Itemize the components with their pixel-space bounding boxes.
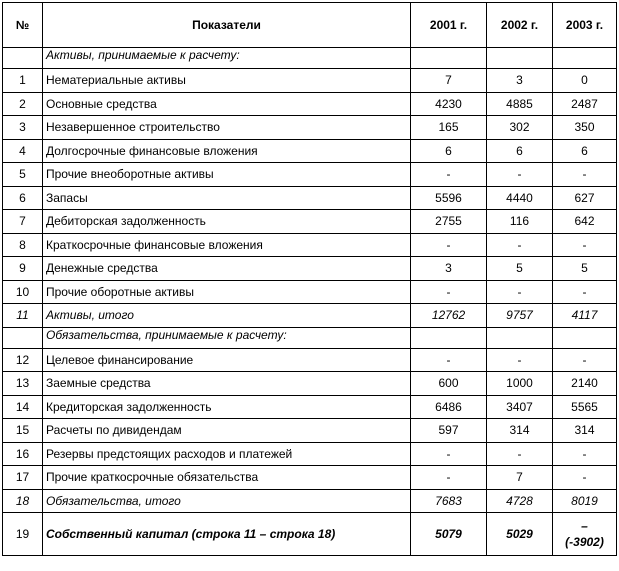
row-num: 5 [3,163,43,187]
row-num: 15 [3,419,43,443]
value-2003: - [553,348,617,372]
value-2001: 165 [411,116,487,140]
value-2003: 8019 [553,489,617,513]
table-row [3,280,617,304]
value-2001: 12762 [411,304,487,328]
header-2001: 2001 г. [411,3,487,48]
subtotal-row-liabilities [3,489,617,513]
value-2003: 0 [553,69,617,93]
value-2003: 642 [553,210,617,234]
table-row [3,419,617,443]
value-2002: 7 [487,466,553,490]
value-2002: - [487,442,553,466]
value-2003: - [553,442,617,466]
table-row [3,348,617,372]
value-2002: 9757 [487,304,553,328]
value-2001: 6 [411,139,487,163]
header-2002: 2002 г. [487,3,553,48]
value-2002: 1000 [487,372,553,396]
row-name: Кредиторская задолженность [43,395,411,419]
row-num: 12 [3,348,43,372]
row-num: 7 [3,210,43,234]
row-name: Прочие внеоборотные активы [43,163,411,187]
row-name: Резервы предстоящих расходов и платежей [43,442,411,466]
value-2003: 6 [553,139,617,163]
table-row [3,257,617,281]
table-row [3,92,617,116]
row-name: Дебиторская задолженность [43,210,411,234]
value-2002: 4440 [487,186,553,210]
row-name: Незавершенное строительство [43,116,411,140]
row-name: Активы, итого [43,304,411,328]
value-2003: 5565 [553,395,617,419]
row-num: 13 [3,372,43,396]
value-2003: 5 [553,257,617,281]
value-2002: 4728 [487,489,553,513]
value-2003: - [553,233,617,257]
header-num: № [3,3,43,48]
row-name: Целевое финансирование [43,348,411,372]
value-2002: - [487,348,553,372]
row-name: Обязательства, итого [43,489,411,513]
value-2003-dash: – [581,519,588,533]
value-2002: - [487,163,553,187]
row-num: 3 [3,116,43,140]
value-2001: 4230 [411,92,487,116]
table-row [3,395,617,419]
value-2001: 2755 [411,210,487,234]
value-2001: - [411,348,487,372]
row-num: 10 [3,280,43,304]
table-row [3,163,617,187]
value-2002: - [487,233,553,257]
row-num: 1 [3,69,43,93]
value-2001: 7 [411,69,487,93]
table-row [3,466,617,490]
row-name: Прочие оборотные активы [43,280,411,304]
row-name: Краткосрочные финансовые вложения [43,233,411,257]
value-2002: 4885 [487,92,553,116]
row-num: 18 [3,489,43,513]
row-num: 6 [3,186,43,210]
value-2002: 314 [487,419,553,443]
value-2003: 350 [553,116,617,140]
value-2001: - [411,163,487,187]
row-num: 9 [3,257,43,281]
row-name: Основные средства [43,92,411,116]
header-2003: 2003 г. [553,3,617,48]
value-2003: 314 [553,419,617,443]
value-2003 [553,513,617,556]
row-num: 17 [3,466,43,490]
value-2001: - [411,466,487,490]
section-row-liabilities [3,327,617,348]
value-2002: - [487,280,553,304]
table-row [3,139,617,163]
value-2003: - [553,466,617,490]
value-2003: 627 [553,186,617,210]
row-num: 8 [3,233,43,257]
header-row [3,3,617,48]
value-2003-amount: (-3902) [565,535,604,549]
value-2001: 600 [411,372,487,396]
value-2002: 6 [487,139,553,163]
value-2001: - [411,442,487,466]
value-2001: 5596 [411,186,487,210]
value-2001: 7683 [411,489,487,513]
table-row [3,442,617,466]
value-2003: 4117 [553,304,617,328]
value-2003: - [553,280,617,304]
section-title-liabilities: Обязательства, принимаемые к расчету: [43,327,411,348]
value-2001: - [411,233,487,257]
value-2001: 597 [411,419,487,443]
value-2002: 3 [487,69,553,93]
value-2003: - [553,163,617,187]
row-name: Собственный капитал (строка 11 – строка 18) [43,513,411,556]
table-row [3,186,617,210]
row-name: Денежные средства [43,257,411,281]
table-row [3,210,617,234]
header-indicator: Показатели [43,3,411,48]
row-name: Нематериальные активы [43,69,411,93]
row-num: 11 [3,304,43,328]
value-2002: 5029 [487,513,553,556]
row-num: 16 [3,442,43,466]
value-2002: 3407 [487,395,553,419]
value-2002: 116 [487,210,553,234]
subtotal-row-assets [3,304,617,328]
row-num: 14 [3,395,43,419]
section-title-assets: Активы, принимаемые к расчету: [43,48,411,69]
value-2001: 5079 [411,513,487,556]
table-row [3,233,617,257]
row-name: Долгосрочные финансовые вложения [43,139,411,163]
row-name: Прочие краткосрочные обязательства [43,466,411,490]
value-2001: 3 [411,257,487,281]
table-row [3,116,617,140]
row-name: Расчеты по дивидендам [43,419,411,443]
row-num: 19 [3,513,43,556]
value-2002: 302 [487,116,553,140]
financial-indicators-table [2,2,617,556]
value-2002: 5 [487,257,553,281]
value-2003: 2487 [553,92,617,116]
table-row [3,372,617,396]
value-2003: 2140 [553,372,617,396]
row-num: 4 [3,139,43,163]
table-row [3,69,617,93]
value-2001: 6486 [411,395,487,419]
row-name: Запасы [43,186,411,210]
row-name: Заемные средства [43,372,411,396]
value-2001: - [411,280,487,304]
row-num: 2 [3,92,43,116]
section-row-assets [3,48,617,69]
total-row-equity [3,513,617,556]
